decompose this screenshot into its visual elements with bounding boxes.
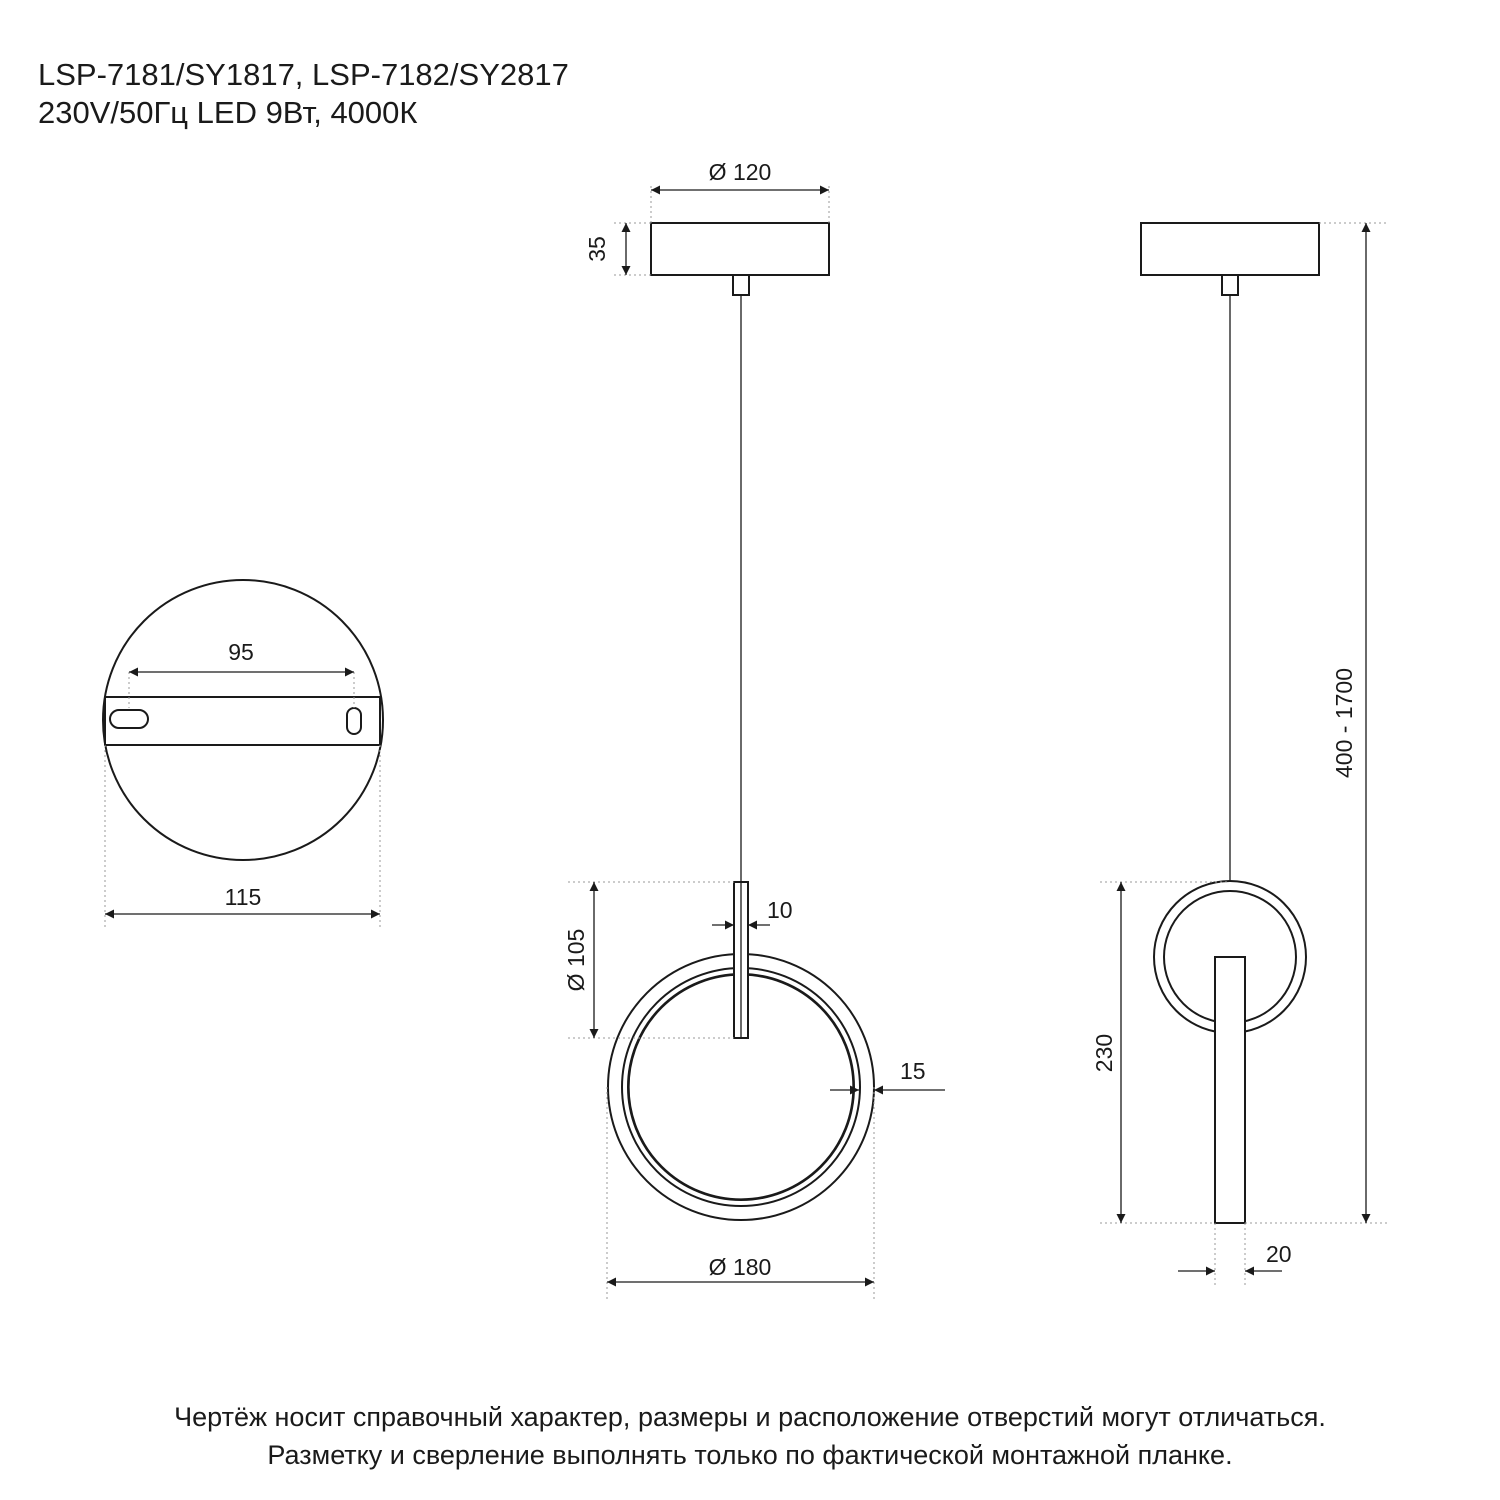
dim-slot-spacing: 95 [228,639,254,665]
dim-overall-height: 400 - 1700 [1331,668,1357,778]
cable-gland-side [1222,275,1238,295]
dim-ring-diameter: Ø 180 [708,1254,772,1280]
drawing-footnote [0,1398,1500,1474]
front-view [563,159,945,1300]
side-view [1091,223,1388,1285]
dim-body-height: 230 [1091,1033,1117,1073]
electrical-spec: 230V/50Гц LED 9Вт, 4000К [38,95,418,130]
body-side [1215,957,1245,1223]
dim-plate-width: 115 [224,884,262,910]
dim-hanger-height-diameter: Ø 105 [563,928,589,992]
slot-hole-right [347,708,361,734]
mounting-plate-view [103,580,383,928]
footnote-line-2: Разметку и сверление выполнять только по фактической монтажной планке. [267,1440,1233,1470]
footnote-line-1: Чертёж носит справочный характер, размеры и расположение отверстий могут отличаться. [174,1402,1326,1432]
canopy-side [1141,223,1319,275]
slot-hole-left [110,710,148,728]
dim-canopy-diameter: Ø 120 [708,159,772,185]
cable-gland [733,275,749,295]
dim-canopy-height: 35 [584,236,610,262]
dim-ring-width: 15 [900,1058,926,1084]
dim-body-width: 20 [1266,1241,1292,1267]
dim-hanger-thickness: 10 [767,897,793,923]
model-numbers: LSP-7181/SY1817, LSP-7182/SY2817 [38,57,569,92]
canopy [651,223,829,275]
